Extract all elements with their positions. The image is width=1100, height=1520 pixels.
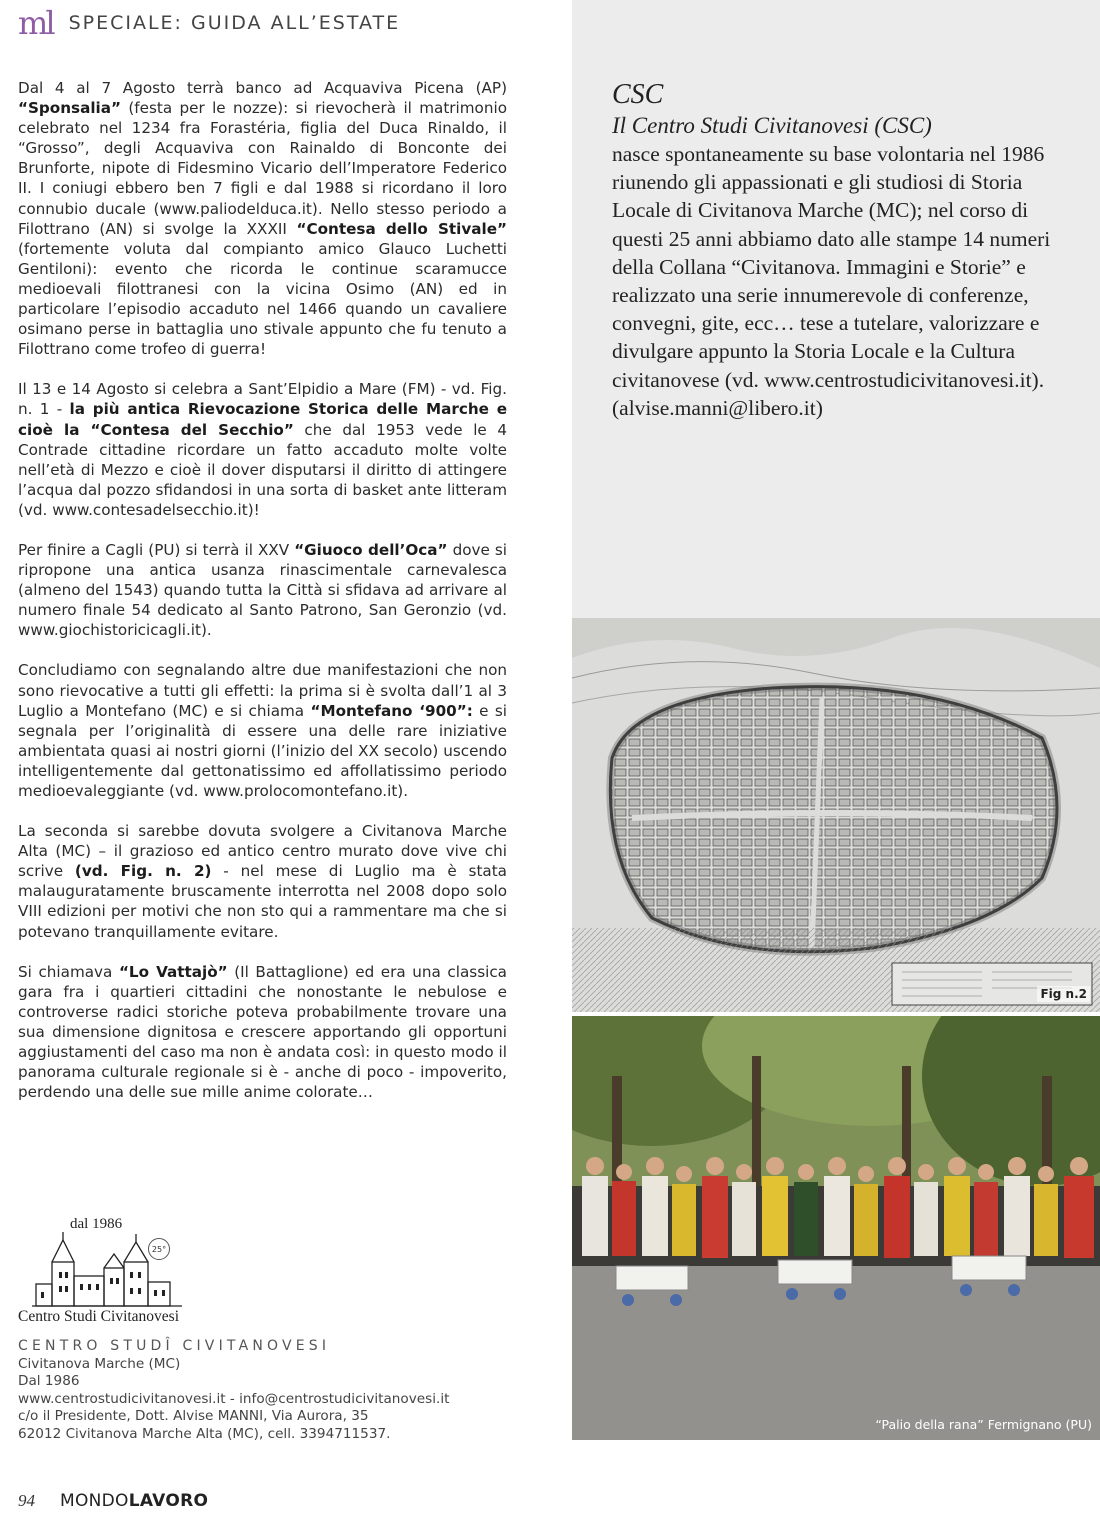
magazine-name-light: MONDO <box>60 1491 129 1511</box>
article-column <box>18 78 507 1122</box>
event-name: “Sponsalia” <box>18 99 121 118</box>
org-name: CENTRO STUDÎ CIVITANOVESI <box>18 1338 331 1354</box>
csc-heading: CSC <box>612 79 664 110</box>
event-name: “Lo Vattajò” <box>118 962 228 981</box>
info-line: c/o il Presidente, Dott. Alvise MANNI, Via Aurora, 35 <box>18 1408 369 1425</box>
magazine-name-bold: LAVORO <box>128 1491 209 1511</box>
event-name: “Montefano ‘900”: <box>310 701 473 720</box>
section-title: SPECIALE: GUIDA ALL’ESTATE <box>68 12 401 34</box>
magazine-logo: ml <box>18 4 53 42</box>
csc-panel <box>612 78 1072 422</box>
map-caption: Fig n.2 <box>1037 986 1090 1002</box>
page-header <box>18 6 400 40</box>
logo-name: Centro Studi Civitanovesi <box>18 1308 180 1325</box>
csc-logo <box>18 1214 194 1328</box>
page-number: 94 <box>18 1491 35 1510</box>
event-name: “Giuoco dell’Oca” <box>294 540 448 559</box>
article-paragraph: La seconda si sarebbe dovuta svolgere a Civitanova Marche Alta (MC) – il grazioso ed antico centro murato dove vive chi scrive (vd. Fig. n. 2) - nel mese di Luglio ma è stata malauguratamente bruscamente interrotta nel 2008 dopo solo VIII edizioni per motivi che non sto qui a rammentare ma che si potevano tranquillamente evitare. <box>18 822 507 941</box>
info-line: Civitanova Marche (MC) <box>18 1356 181 1372</box>
logo-since: dal 1986 <box>70 1216 123 1232</box>
figure-map <box>572 618 1100 1012</box>
info-line: Dal 1986 <box>18 1373 80 1390</box>
event-name: la più antica Rievocazione Storica delle Marche e cioè la “Contesa del Secchio” <box>18 400 507 439</box>
article-paragraph: Si chiamava “Lo Vattajò” (Il Battaglione) ed era una classica gara fra i quartieri cittadini che nonostante le nebulose e controverse radici storiche poteva probabilmente trovare una sua dimensione dignitosa e crescere apportando gli opportuni aggiustamenti del caso ma non è andata così: in questo modo il panorama culturale regionale si è - anche di poco - impoverito, perdendo una delle sue mille anime colorate… <box>18 962 507 1102</box>
event-name: “Contesa dello Stivale” <box>296 219 507 238</box>
article-paragraph: Dal 4 al 7 Agosto terrà banco ad Acquaviva Picena (AP) “Sponsalia” (festa per le nozze): si rievocherà il matrimonio celebrato nel 1234 fra Forastéria, figlia del Duca Rinaldo, il “Grosso”, degli Acquaviva con Rainaldo di Bonconte dei Brunforte, nipote di Fidesmino Vicario dell’Imperatore Federico II. I coniugi ebbero ben 7 figli e dal 1988 si ricordano il loro connubio ducale (www.paliodelduca.it). Nello stesso periodo a Filottrano (AN) si svolge la XXXII “Contesa dello Stivale” (fortemente voluta dal compianto amico Glauco Luchetti Gentiloni): evento che ricorda le continue scaramucce medioevali filottranesi con la vicina Osimo (AN) ed in particolare l’episodio accaduto nel 1466 quando un cavaliere osimano perse in battaglia uno stivale appunto che fu tenuto a Filottrano come trofeo di guerra! <box>18 79 507 359</box>
photo-caption: “Palio della rana” Fermignano (PU) <box>875 1417 1092 1432</box>
article-paragraph: Il 13 e 14 Agosto si celebra a Sant’Elpidio a Mare (FM) - vd. Fig. n. 1 - la più antica Rievocazione Storica delle Marche e cioè la “Contesa del Secchio” che dal 1953 vede le 4 Contrade cittadine ricordare un fatto accaduto molte volte nell’età di Mezzo e cioè il dover disputarsi il diritto di attingere l’acqua dal pozzo sfidandosi in una sorta di basket ante litteram (vd. www.contesadelsecchio.it)! <box>18 380 507 519</box>
info-line: 62012 Civitanova Marche Alta (MC), cell. 3394711537. <box>18 1425 391 1442</box>
csc-body: nasce spontaneamente su base volontaria nel 1986 riunendo gli appassionati e gli studiosi di Storia Locale di Civitanova Marche (MC); nel corso di questi 25 anni abbiamo dato alle stampe 14 numeri della Collana “Civitanova. Immagini e Storie” e realizzato una serie innumerevole di conferenze, convegni, gite, ecc… tese a tutelare, valorizzare e divulgare appunto la Storia Locale e la Cultura civitanovese (vd. www.centrostudicivitanovesi.it). (alvise.manni@libero.it) <box>612 142 1051 420</box>
article-paragraph: Per finire a Cagli (PU) si terrà il XXV “Giuoco dell’Oca” dove si ripropone una antica usanza rinascimentale carnevalesca (almeno del 1543) quando tutta la Città si sfidava ad arrivare al numero finale 54 dedicato al Santo Patrono, San Geronzio (vd. www.giochistoricicagli.it). <box>18 540 507 640</box>
article-paragraph: Concludiamo con segnalando altre due manifestazioni che non sono rievocative a tutti gli effetti: la prima si è svolta dall’1 al 3 Luglio a Montefano (MC) e si chiama “Montefano ‘900”: e si segnala per l’originalità di essere una delle rare iniziative ambientata quasi ai nostri giorni (l’inizio del XX secolo) uscendo intelligentemente dal gettonatissimo ed affollatissimo periodo medioevaleggiante (vd. www.prolocomontefano.it). <box>18 661 507 800</box>
organization-info <box>18 1338 498 1443</box>
info-line: www.centrostudicivitanovesi.it - info@centrostudicivitanovesi.it <box>18 1390 450 1407</box>
old-town-map-drawing <box>572 618 1100 1012</box>
event-name: (vd. Fig. n. 2) <box>74 862 212 881</box>
anniversary-badge: 25° <box>148 1238 170 1260</box>
figure-photo <box>572 1016 1100 1440</box>
csc-subheading: Il Centro Studi Civitanovesi (CSC) <box>612 113 932 138</box>
palio-photo-illustration <box>572 1016 1100 1440</box>
magazine-name <box>60 1491 208 1511</box>
